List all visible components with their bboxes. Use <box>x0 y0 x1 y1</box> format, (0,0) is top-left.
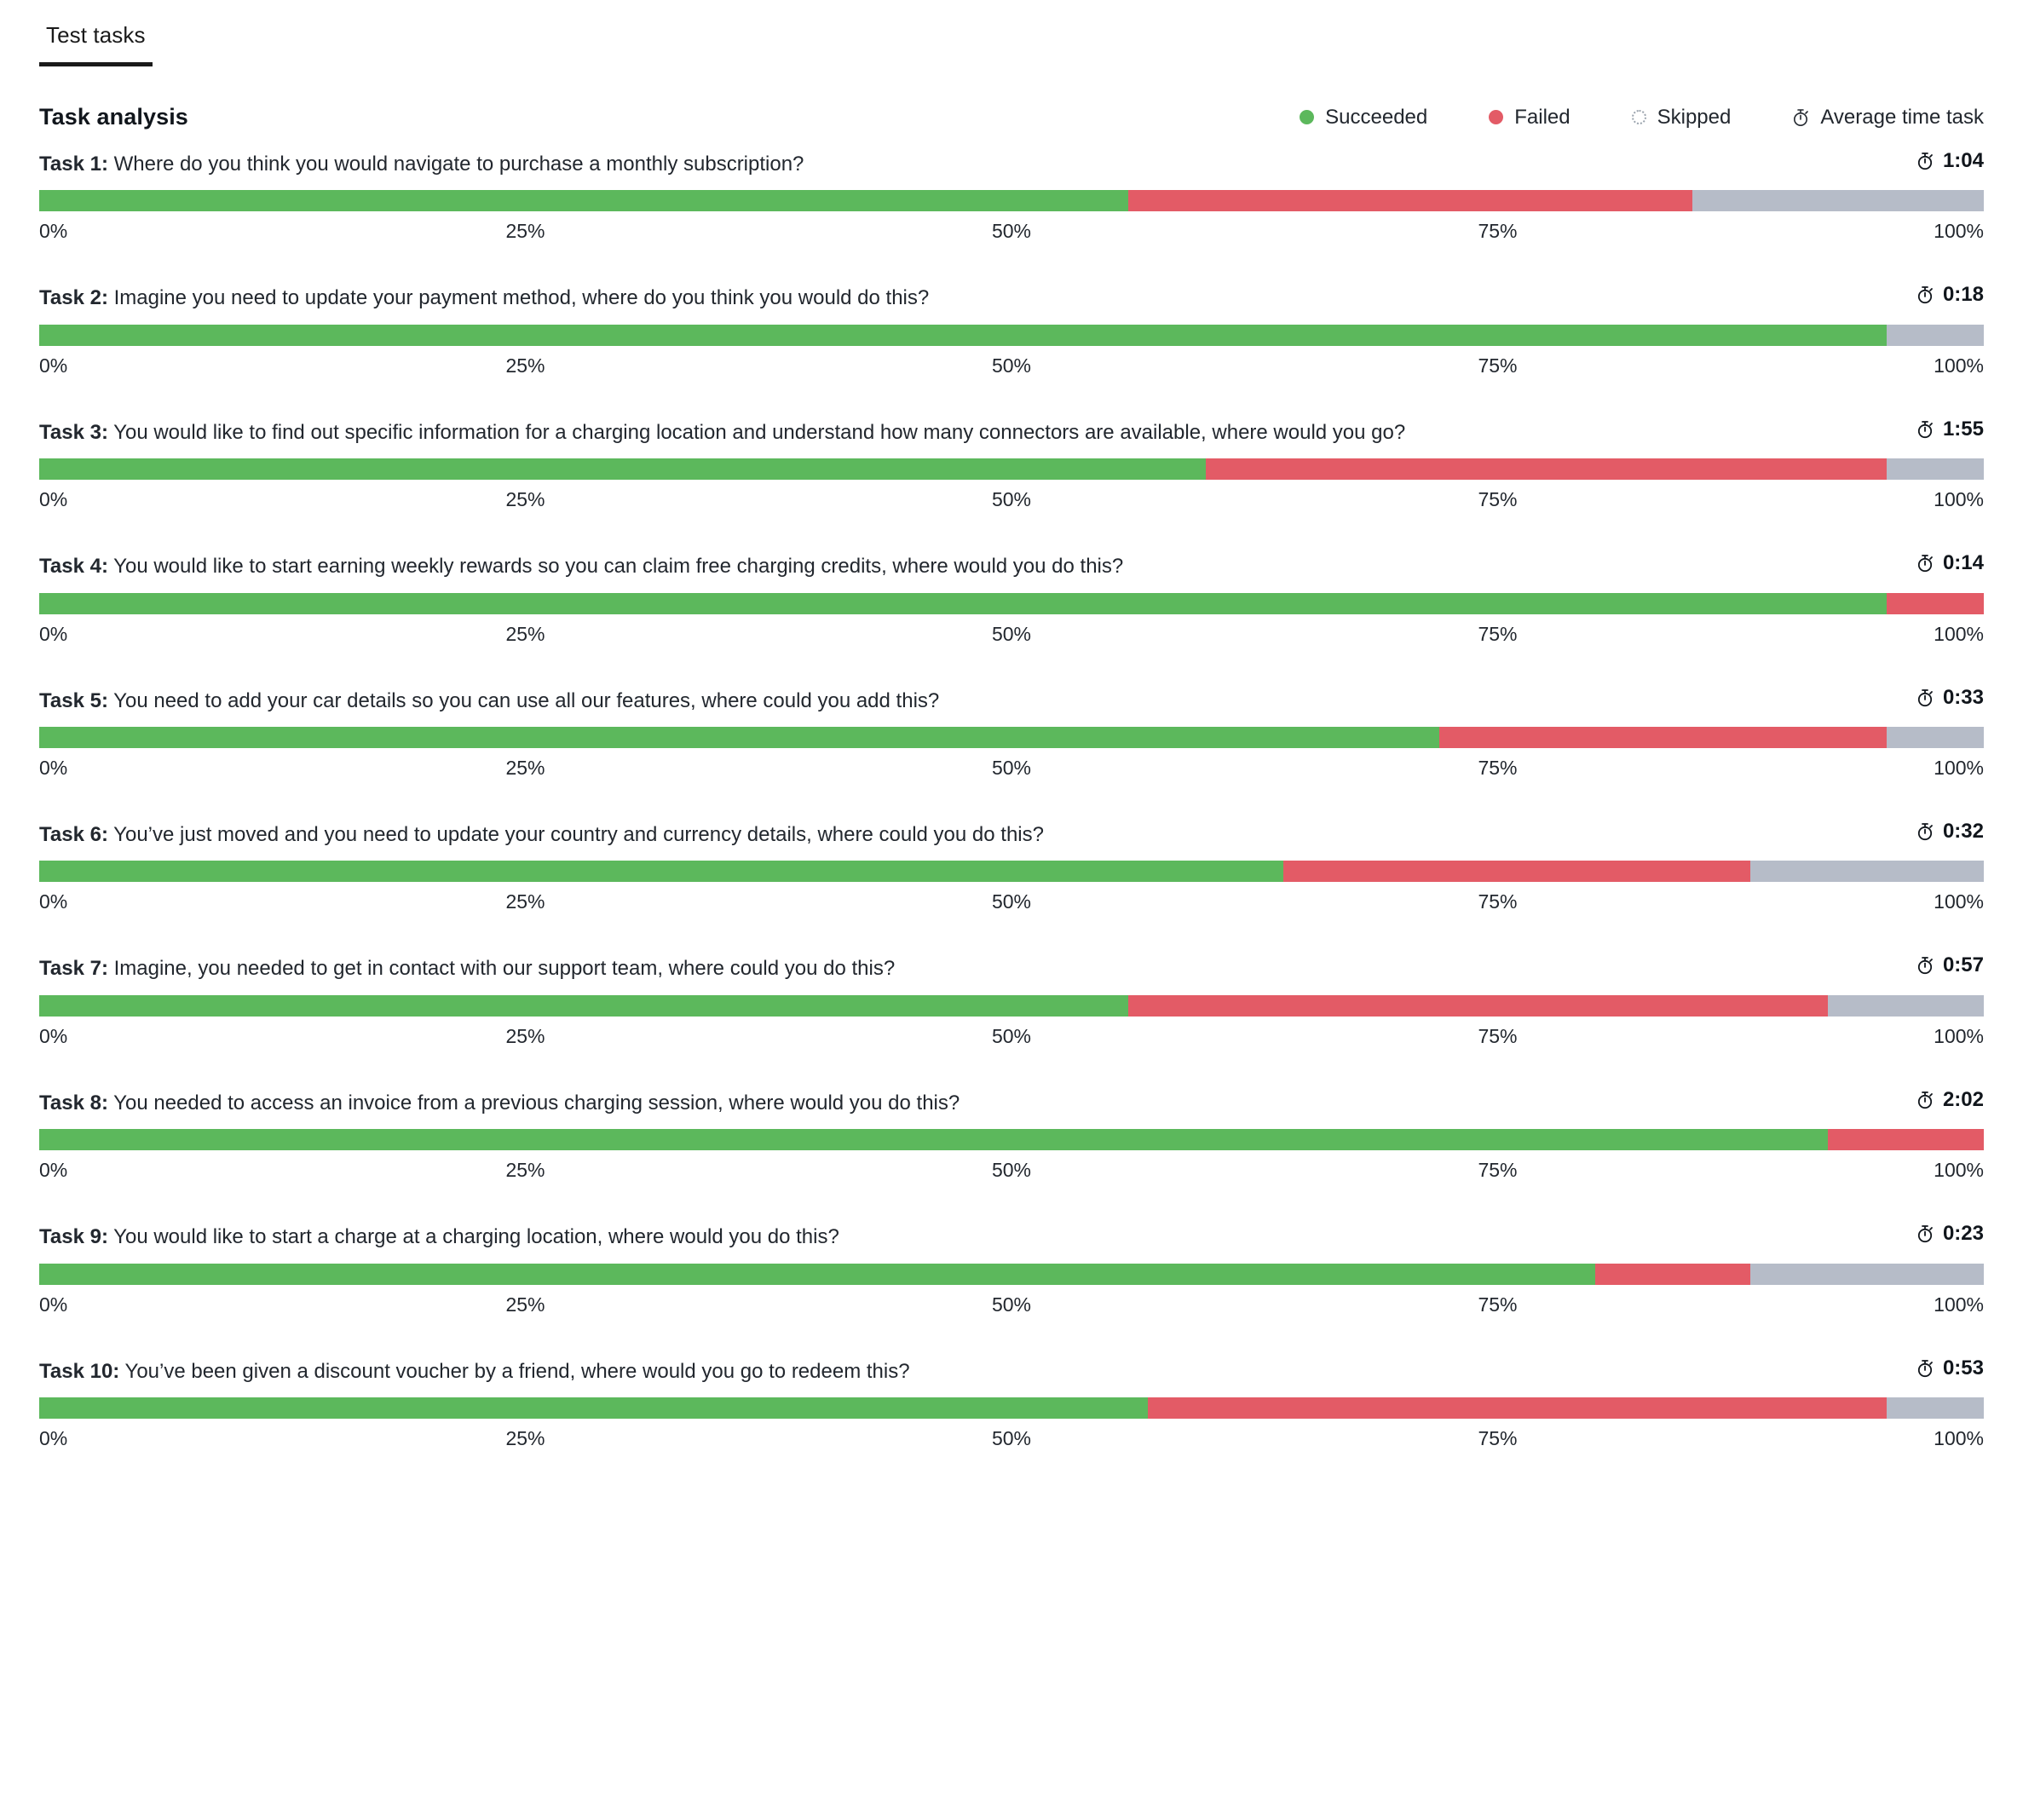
task-axis <box>39 354 1984 389</box>
legend-item-skipped <box>1632 106 1732 130</box>
stopwatch-icon <box>1916 420 1934 439</box>
axis-tick: 50% <box>991 1293 1032 1316</box>
task-number: Task 3: <box>39 420 108 444</box>
task-number: Task 4: <box>39 555 108 579</box>
stopwatch-icon <box>1916 822 1934 841</box>
task-question: You need to add your car details so you can use all our features, where could you add this? <box>107 688 940 712</box>
task-average-time <box>1891 953 1984 977</box>
axis-tick: 75% <box>1478 354 1518 377</box>
axis-tick: 50% <box>991 1159 1032 1182</box>
task-label <box>39 285 929 312</box>
bar-segment-succeeded <box>39 1397 1148 1419</box>
task-time-value: 0:57 <box>1942 953 1984 977</box>
task-axis <box>39 488 1984 522</box>
axis-tick: 25% <box>505 1426 545 1449</box>
task-label <box>39 821 1044 849</box>
task-question: You would like to start earning weekly rewards so you can claim free charging credits, where would you do this? <box>107 555 1124 579</box>
task-label <box>39 151 804 178</box>
axis-tick: 25% <box>505 1293 545 1316</box>
axis-tick: 100% <box>1934 1293 1984 1316</box>
bar-segment-failed <box>1828 1129 1984 1150</box>
legend-label-skipped: Skipped <box>1657 105 1732 129</box>
stopwatch-icon <box>1916 554 1934 573</box>
task-number: Task 10: <box>39 1359 120 1383</box>
bar-segment-failed <box>1439 727 1887 748</box>
task-question: You needed to access an invoice from a previous charging session, where would you do this? <box>107 1091 960 1114</box>
task-label <box>39 1358 910 1385</box>
axis-tick: 75% <box>1478 220 1518 243</box>
axis-tick: 75% <box>1478 756 1518 779</box>
axis-tick: 50% <box>991 488 1032 511</box>
bar-segment-succeeded <box>39 190 1128 211</box>
task-label <box>39 553 1123 580</box>
axis-tick: 100% <box>1934 488 1984 511</box>
legend-label-average-time: Average time task <box>1820 105 1984 129</box>
axis-tick: 100% <box>1934 756 1984 779</box>
page-title: Task analysis <box>39 104 188 130</box>
task-row <box>39 1356 1984 1461</box>
task-header <box>39 820 1984 849</box>
axis-tick: 25% <box>505 354 545 377</box>
bar-segment-succeeded <box>39 1129 1828 1150</box>
bar-segment-skipped <box>1828 995 1984 1017</box>
task-row <box>39 1222 1984 1327</box>
legend-label-succeeded: Succeeded <box>1325 105 1428 129</box>
task-bar <box>39 861 1984 882</box>
axis-tick: 50% <box>991 890 1032 913</box>
task-header <box>39 149 1984 178</box>
task-bar <box>39 1129 1984 1150</box>
task-average-time <box>1891 149 1984 173</box>
stopwatch-icon <box>1916 152 1934 170</box>
axis-tick: 50% <box>991 622 1032 645</box>
axis-tick: 50% <box>991 220 1032 243</box>
axis-tick: 50% <box>991 1426 1032 1449</box>
task-axis <box>39 1427 1984 1461</box>
task-question: You would like to find out specific information for a charging location and understand how many connectors are available, where would you go? <box>107 420 1406 444</box>
task-row <box>39 820 1984 924</box>
axis-tick: 25% <box>505 488 545 511</box>
axis-tick: 100% <box>1934 1159 1984 1182</box>
bar-segment-failed <box>1887 593 1984 614</box>
task-time-value: 0:18 <box>1942 283 1984 307</box>
axis-tick: 75% <box>1478 890 1518 913</box>
bar-segment-succeeded <box>39 727 1439 748</box>
axis-tick: 100% <box>1934 354 1984 377</box>
stopwatch-icon <box>1916 1224 1934 1243</box>
task-label <box>39 1224 839 1251</box>
axis-tick: 0% <box>39 220 68 243</box>
axis-tick: 0% <box>39 1159 68 1182</box>
task-bar <box>39 995 1984 1017</box>
task-header <box>39 283 1984 312</box>
bar-segment-succeeded <box>39 458 1206 480</box>
task-label <box>39 688 939 715</box>
axis-tick: 25% <box>505 756 545 779</box>
bar-segment-failed <box>1128 995 1829 1017</box>
succeeded-dot-icon <box>1300 110 1314 124</box>
axis-tick: 0% <box>39 756 68 779</box>
task-average-time <box>1891 418 1984 441</box>
skipped-dot-icon <box>1632 110 1646 124</box>
task-label <box>39 1090 960 1117</box>
task-time-value: 0:53 <box>1942 1356 1984 1379</box>
task-question: Imagine, you needed to get in contact with our support team, where could you do this? <box>107 957 896 981</box>
task-header <box>39 418 1984 446</box>
task-number: Task 2: <box>39 286 108 310</box>
task-header <box>39 1356 1984 1385</box>
axis-tick: 100% <box>1934 622 1984 645</box>
task-number: Task 8: <box>39 1091 108 1114</box>
axis-tick: 0% <box>39 890 68 913</box>
task-row <box>39 686 1984 791</box>
task-time-value: 0:33 <box>1942 685 1984 709</box>
stopwatch-icon <box>1916 1091 1934 1109</box>
task-average-time <box>1891 1356 1984 1380</box>
task-average-time <box>1891 686 1984 710</box>
stopwatch-icon <box>1916 956 1934 975</box>
task-number: Task 9: <box>39 1225 108 1249</box>
stopwatch-icon <box>1916 688 1934 707</box>
axis-tick: 0% <box>39 1426 68 1449</box>
axis-tick: 0% <box>39 354 68 377</box>
task-question: You’ve been given a discount voucher by a friend, where would you go to redeem this? <box>119 1359 910 1383</box>
task-header <box>39 1222 1984 1251</box>
bar-segment-skipped <box>1750 1264 1984 1285</box>
axis-tick: 75% <box>1478 488 1518 511</box>
axis-tick: 25% <box>505 1024 545 1047</box>
chart-legend <box>1300 106 1984 130</box>
task-row <box>39 283 1984 388</box>
axis-tick: 50% <box>991 1024 1032 1047</box>
task-bar <box>39 325 1984 346</box>
task-bar <box>39 190 1984 211</box>
task-time-value: 0:14 <box>1942 551 1984 575</box>
bar-segment-succeeded <box>39 1264 1595 1285</box>
task-bar <box>39 727 1984 748</box>
task-average-time <box>1891 1088 1984 1112</box>
bar-segment-skipped <box>1692 190 1984 211</box>
bar-segment-succeeded <box>39 995 1128 1017</box>
bar-segment-succeeded <box>39 861 1283 882</box>
bar-segment-succeeded <box>39 325 1887 346</box>
task-time-value: 0:23 <box>1942 1222 1984 1246</box>
task-row <box>39 418 1984 522</box>
task-header <box>39 1088 1984 1117</box>
task-header <box>39 953 1984 982</box>
task-label <box>39 955 895 982</box>
task-row <box>39 551 1984 656</box>
bar-segment-failed <box>1128 190 1692 211</box>
failed-dot-icon <box>1489 110 1503 124</box>
task-time-value: 1:55 <box>1942 417 1984 441</box>
axis-tick: 50% <box>991 354 1032 377</box>
task-time-value: 0:32 <box>1942 819 1984 843</box>
tab-bar <box>39 0 1984 66</box>
bar-segment-failed <box>1148 1397 1887 1419</box>
bar-segment-skipped <box>1887 458 1984 480</box>
task-time-value: 2:02 <box>1942 1087 1984 1111</box>
stopwatch-icon <box>1916 1359 1934 1378</box>
task-axis <box>39 1293 1984 1328</box>
task-row <box>39 149 1984 254</box>
task-header <box>39 686 1984 715</box>
axis-tick: 0% <box>39 1293 68 1316</box>
bar-segment-failed <box>1595 1264 1751 1285</box>
task-bar <box>39 458 1984 480</box>
task-label <box>39 419 1405 446</box>
axis-tick: 75% <box>1478 1426 1518 1449</box>
task-axis <box>39 890 1984 924</box>
axis-tick: 100% <box>1934 1024 1984 1047</box>
bar-segment-failed <box>1206 458 1887 480</box>
task-axis <box>39 220 1984 254</box>
axis-tick: 100% <box>1934 220 1984 243</box>
task-header <box>39 551 1984 580</box>
axis-tick: 50% <box>991 756 1032 779</box>
task-number: Task 7: <box>39 957 108 981</box>
legend-label-failed: Failed <box>1514 105 1571 129</box>
task-time-value: 1:04 <box>1942 149 1984 172</box>
axis-tick: 25% <box>505 890 545 913</box>
task-list <box>39 149 1984 1461</box>
task-axis <box>39 623 1984 657</box>
axis-tick: 25% <box>505 622 545 645</box>
bar-segment-skipped <box>1750 861 1984 882</box>
task-average-time <box>1891 1222 1984 1246</box>
bar-segment-failed <box>1283 861 1750 882</box>
legend-item-average-time <box>1792 106 1984 130</box>
task-average-time <box>1891 283 1984 307</box>
bar-segment-skipped <box>1887 727 1984 748</box>
axis-tick: 0% <box>39 488 68 511</box>
section-header <box>39 104 1984 130</box>
task-axis <box>39 1025 1984 1059</box>
axis-tick: 75% <box>1478 1293 1518 1316</box>
axis-tick: 100% <box>1934 1426 1984 1449</box>
axis-tick: 25% <box>505 220 545 243</box>
task-question: Imagine you need to update your payment method, where do you think you would do this? <box>107 286 930 310</box>
stopwatch-icon <box>1792 108 1809 127</box>
bar-segment-skipped <box>1887 1397 1984 1419</box>
task-question: You would like to start a charge at a charging location, where would you do this? <box>107 1225 839 1249</box>
task-number: Task 6: <box>39 822 108 846</box>
axis-tick: 75% <box>1478 622 1518 645</box>
legend-item-failed <box>1489 106 1570 130</box>
task-number: Task 5: <box>39 688 108 712</box>
task-number: Task 1: <box>39 153 108 176</box>
task-average-time <box>1891 820 1984 844</box>
axis-tick: 0% <box>39 1024 68 1047</box>
task-row <box>39 953 1984 1058</box>
axis-tick: 75% <box>1478 1024 1518 1047</box>
task-axis <box>39 757 1984 791</box>
axis-tick: 100% <box>1934 890 1984 913</box>
task-question: You’ve just moved and you need to update your country and currency details, where could you do this? <box>107 822 1044 846</box>
task-bar <box>39 1397 1984 1419</box>
stopwatch-icon <box>1916 285 1934 304</box>
task-bar <box>39 1264 1984 1285</box>
legend-item-succeeded <box>1300 106 1427 130</box>
task-axis <box>39 1159 1984 1193</box>
axis-tick: 75% <box>1478 1159 1518 1182</box>
task-bar <box>39 593 1984 614</box>
axis-tick: 25% <box>505 1159 545 1182</box>
bar-segment-skipped <box>1887 325 1984 346</box>
tab-test-tasks[interactable]: Test tasks <box>39 19 153 66</box>
task-question: Where do you think you would navigate to purchase a monthly subscription? <box>107 153 804 176</box>
task-row <box>39 1088 1984 1193</box>
axis-tick: 0% <box>39 622 68 645</box>
bar-segment-succeeded <box>39 593 1887 614</box>
task-average-time <box>1891 551 1984 575</box>
